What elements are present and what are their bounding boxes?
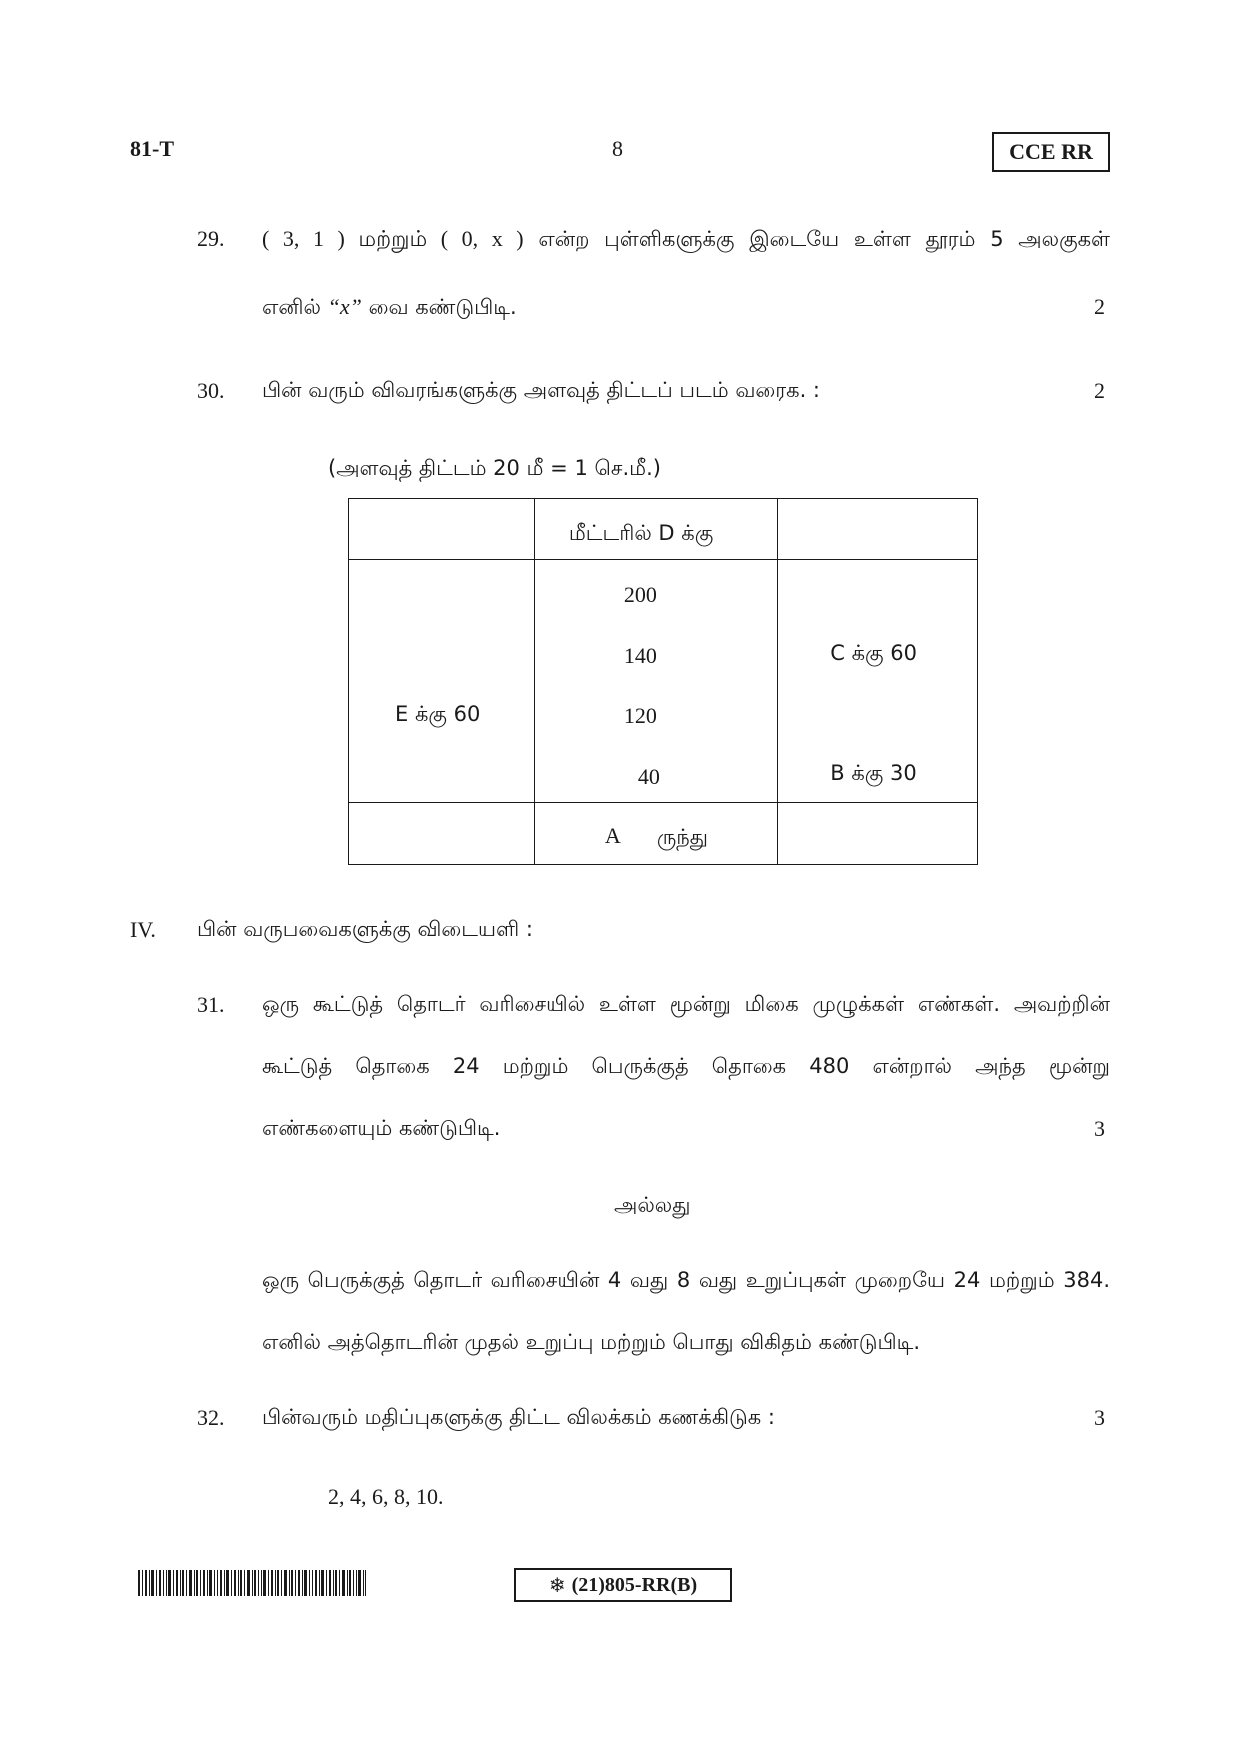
q31-line3: எண்களையும் கண்டுபிடி. <box>262 1116 501 1140</box>
table-left-offsets <box>349 560 535 803</box>
q29-number: 29. <box>197 226 225 251</box>
start-point-word: ருந்து <box>656 825 708 849</box>
q32-text: பின்வரும் மதிப்புகளுக்கு திட்ட விலக்கம் கணக்கிடுக : <box>262 1405 775 1429</box>
table-header-middle-text: மீட்டரில் D க்கு <box>568 521 714 545</box>
q31-alt-line1: ஒரு பெருக்குத் தொடர் வரிசையின் 4 வது 8 வது உறுப்புகள் முறையே 24 மற்றும் 384. <box>262 1268 1110 1292</box>
footer-code: (21)805-RR(B) <box>571 1573 698 1596</box>
chainage-value: 200 <box>623 582 657 607</box>
q29-line2-post: வை கண்டுபிடி. <box>368 295 517 319</box>
q30-scale-note: (அளவுத் திட்டம் 20 மீ = 1 செ.மீ.) <box>328 456 661 480</box>
q29-points: ( 3, 1 ) மற்றும் ( 0, x ) <box>262 226 524 251</box>
q31-line2: கூட்டுத் தொகை 24 மற்றும் பெருக்குத் தொகை 480 என்றால் அந்த மூன்று <box>262 1054 1110 1078</box>
q30-marks: 2 <box>1094 378 1105 403</box>
table-chainage-column <box>534 560 777 803</box>
q31-line1: ஒரு கூட்டுத் தொடர் வரிசையில் உள்ள மூன்று மிகை முழுக்கள் எண்கள். அவற்றின் <box>262 992 1110 1016</box>
field-book-table <box>348 498 978 865</box>
q31-alt-line2: எனில் அத்தொடரின் முதல் உறுப்பு மற்றும் பொது விகிதம் கண்டுபிடி. <box>262 1330 921 1354</box>
chainage-value: 40 <box>637 764 660 789</box>
chainage-value: 140 <box>623 643 657 668</box>
table-footer-middle <box>534 803 777 865</box>
section-roman: IV. <box>130 917 156 942</box>
table-footer-right <box>778 803 978 865</box>
table-header-middle <box>534 499 777 560</box>
q29-line2 <box>262 296 517 318</box>
q30-text: பின் வரும் விவரங்களுக்கு அளவுத் திட்டப் படம் வரைக. : <box>262 378 820 402</box>
table-right-offsets <box>778 560 978 803</box>
footer-code-box <box>514 1568 732 1602</box>
start-point-a: A <box>604 823 621 848</box>
table-footer-left <box>349 803 535 865</box>
q29-line2-pre: எனில் <box>262 295 321 319</box>
offset-b: B க்கு 30 <box>830 761 917 785</box>
q32-values: 2, 4, 6, 8, 10. <box>328 1484 444 1509</box>
table-header-left <box>349 499 535 560</box>
offset-e: E க்கு 60 <box>395 702 481 726</box>
q29-variable: “x” <box>327 294 362 319</box>
q29-marks: 2 <box>1094 294 1105 319</box>
table-header-right <box>778 499 978 560</box>
snowflake-icon: ❄ <box>548 1573 566 1597</box>
chainage-value: 120 <box>623 703 657 728</box>
series-code: CCE RR <box>1009 139 1093 164</box>
offset-c: C க்கு 60 <box>830 641 917 665</box>
q31-number: 31. <box>197 992 225 1017</box>
section-title: பின் வருபவைகளுக்கு விடையளி : <box>197 917 533 941</box>
q32-number: 32. <box>197 1405 225 1430</box>
page-code: 81-T <box>130 136 174 161</box>
q29-line1 <box>262 228 1110 250</box>
q32-marks: 3 <box>1094 1405 1105 1430</box>
barcode-graphic <box>138 1570 366 1596</box>
q31-marks: 3 <box>1094 1116 1105 1141</box>
q29-line1-rest: என்ற புள்ளிகளுக்கு இடையே உள்ள தூரம் 5 அலகுகள் <box>538 227 1110 251</box>
page-number: 8 <box>612 136 623 161</box>
q30-number: 30. <box>197 378 225 403</box>
series-code-box <box>992 132 1110 172</box>
q31-or: அல்லது <box>614 1193 691 1217</box>
